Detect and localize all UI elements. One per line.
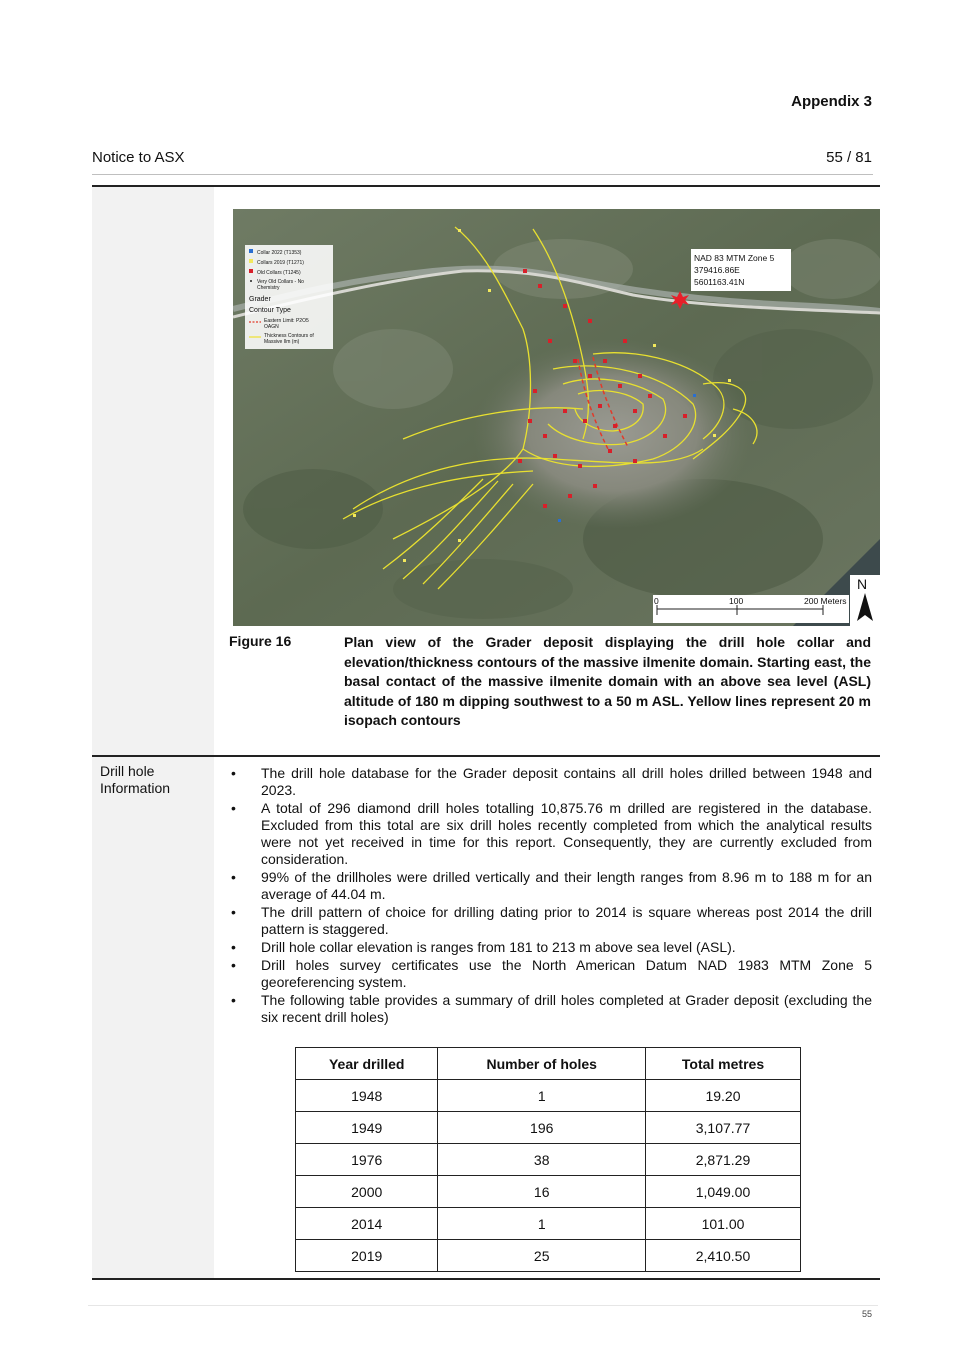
scale-bar [653, 595, 849, 623]
legend-eastern-limit-line2: OAGN [264, 324, 279, 330]
page-counter: 55 / 81 [826, 149, 872, 166]
table-header-row [296, 1048, 801, 1080]
drill-hole-bullet-list [230, 765, 872, 1027]
bullet-icon: • [231, 800, 236, 816]
column-header-metres: Total metres [646, 1048, 801, 1080]
legend-thickness-contours-line2: Massive Ilm (m) [264, 339, 300, 345]
table-row-divider [92, 755, 880, 757]
legend-eastern-limit: Eastern Limit: P2O5 [264, 318, 309, 324]
document-title: Notice to ASX [92, 149, 185, 166]
legend-thickness-contours: Thickness Contours of [264, 333, 314, 339]
table-cell: 16 [438, 1176, 646, 1208]
drill-summary-table [295, 1047, 801, 1272]
coord-northing: 5601163.41N [694, 277, 745, 287]
table-row [296, 1240, 801, 1272]
list-item [230, 957, 872, 991]
legend-item-old: Old Collars (T1245) [257, 270, 301, 276]
table-cell: 1,049.00 [646, 1176, 801, 1208]
list-item [230, 904, 872, 938]
table-label-column [92, 187, 214, 1279]
table-cell: 2014 [296, 1208, 438, 1240]
legend-item-very-old-line2: Chemistry [257, 285, 280, 291]
bullet-icon: • [231, 765, 236, 781]
list-item [230, 800, 872, 868]
table-cell: 25 [438, 1240, 646, 1272]
legend-item-2019: Collars 2019 (T1271) [257, 260, 304, 266]
table-row [296, 1080, 801, 1112]
map-legend [245, 245, 333, 349]
table-cell: 1949 [296, 1112, 438, 1144]
bullet-icon: • [231, 904, 236, 920]
table-cell: 3,107.77 [646, 1112, 801, 1144]
scale-tick-200: 200 Meters [804, 596, 847, 606]
column-header-holes: Number of holes [438, 1048, 646, 1080]
legend-item-2022: Collar 2022 (T1353) [257, 250, 302, 256]
header-divider [92, 174, 873, 175]
row-label-drill-hole-information: Drill hole Information [100, 763, 171, 796]
appendix-title: Appendix 3 [791, 93, 872, 110]
bullet-icon: • [231, 992, 236, 1008]
bullet-text: The drill hole database for the Grader deposit contains all drill holes drilled between 1948 and 2023. [261, 765, 872, 798]
north-label: N [857, 576, 868, 592]
table-bottom-border [92, 1278, 880, 1280]
bullet-text: The drill pattern of choice for drilling dating prior to 2014 is square whereas post 2014 the drill pattern is staggered. [261, 904, 872, 937]
table-cell: 2,871.29 [646, 1144, 801, 1176]
grader-deposit-map [233, 209, 880, 626]
table-cell: 38 [438, 1144, 646, 1176]
bullet-text: Drill hole collar elevation is ranges from 181 to 213 m above sea level (ASL). [261, 939, 736, 955]
scale-tick-0: 0 [654, 596, 659, 606]
legend-group-title: Grader [249, 296, 271, 303]
table-cell: 2019 [296, 1240, 438, 1272]
bullet-text: The following table provides a summary of drill holes completed at Grader deposit (excluding the six recent drill holes) [261, 992, 872, 1025]
list-item [230, 992, 872, 1026]
table-top-border [92, 185, 880, 187]
scale-tick-100: 100 [729, 596, 744, 606]
bullet-text: 99% of the drillholes were drilled vertically and their length ranges from 8.96 m to 188 m for an average of 44.04 m. [261, 869, 872, 902]
bullet-icon: • [231, 939, 236, 955]
table-cell: 1 [438, 1080, 646, 1112]
page-number: 55 [861, 1309, 872, 1319]
figure-label: Figure 16 [229, 633, 292, 649]
bullet-text: A total of 296 diamond drill holes totalling 10,875.76 m drilled are registered in the database. Excluded from this total are six drill holes recently completed from which the analytical results were not yet received in time for this report. Consequently, they are currently excluded from consideration. [261, 800, 872, 867]
coord-easting: 379416.86E [694, 265, 740, 275]
table-row [296, 1208, 801, 1240]
coord-datum: NAD 83 MTM Zone 5 [694, 253, 775, 263]
coordinate-box [691, 249, 791, 291]
table-cell: 1 [438, 1208, 646, 1240]
table-row [296, 1176, 801, 1208]
figure-caption: Plan view of the Grader deposit displaying the drill hole collar and elevation/thickness contours of the massive ilmenite domain. Starting east, the basal contact of the massive ilmenite domain with an above sea level (ASL) altitude of 180 m dipping southwest to a 50 m ASL. Yellow lines represent 20 m isopach contours [344, 634, 871, 728]
column-header-year: Year drilled [296, 1048, 438, 1080]
list-item [230, 765, 872, 799]
table-cell: 19.20 [646, 1080, 801, 1112]
bullet-text: Drill holes survey certificates use the North American Datum NAD 1983 MTM Zone 5 georeferencing system. [261, 957, 872, 990]
list-item [230, 939, 872, 956]
table-cell: 196 [438, 1112, 646, 1144]
map-graphic [233, 209, 880, 626]
legend-group-subtitle: Contour Type [249, 307, 291, 314]
bullet-icon: • [231, 869, 236, 885]
table-row [296, 1144, 801, 1176]
bullet-icon: • [231, 957, 236, 973]
list-item [230, 869, 872, 903]
legend-item-very-old: Very Old Collars - No [257, 279, 304, 285]
table-cell: 2,410.50 [646, 1240, 801, 1272]
footer-divider [88, 1305, 878, 1306]
table-row [296, 1112, 801, 1144]
table-cell: 1948 [296, 1080, 438, 1112]
table-cell: 2000 [296, 1176, 438, 1208]
north-arrow-icon [850, 575, 880, 626]
table-cell: 101.00 [646, 1208, 801, 1240]
table-cell: 1976 [296, 1144, 438, 1176]
